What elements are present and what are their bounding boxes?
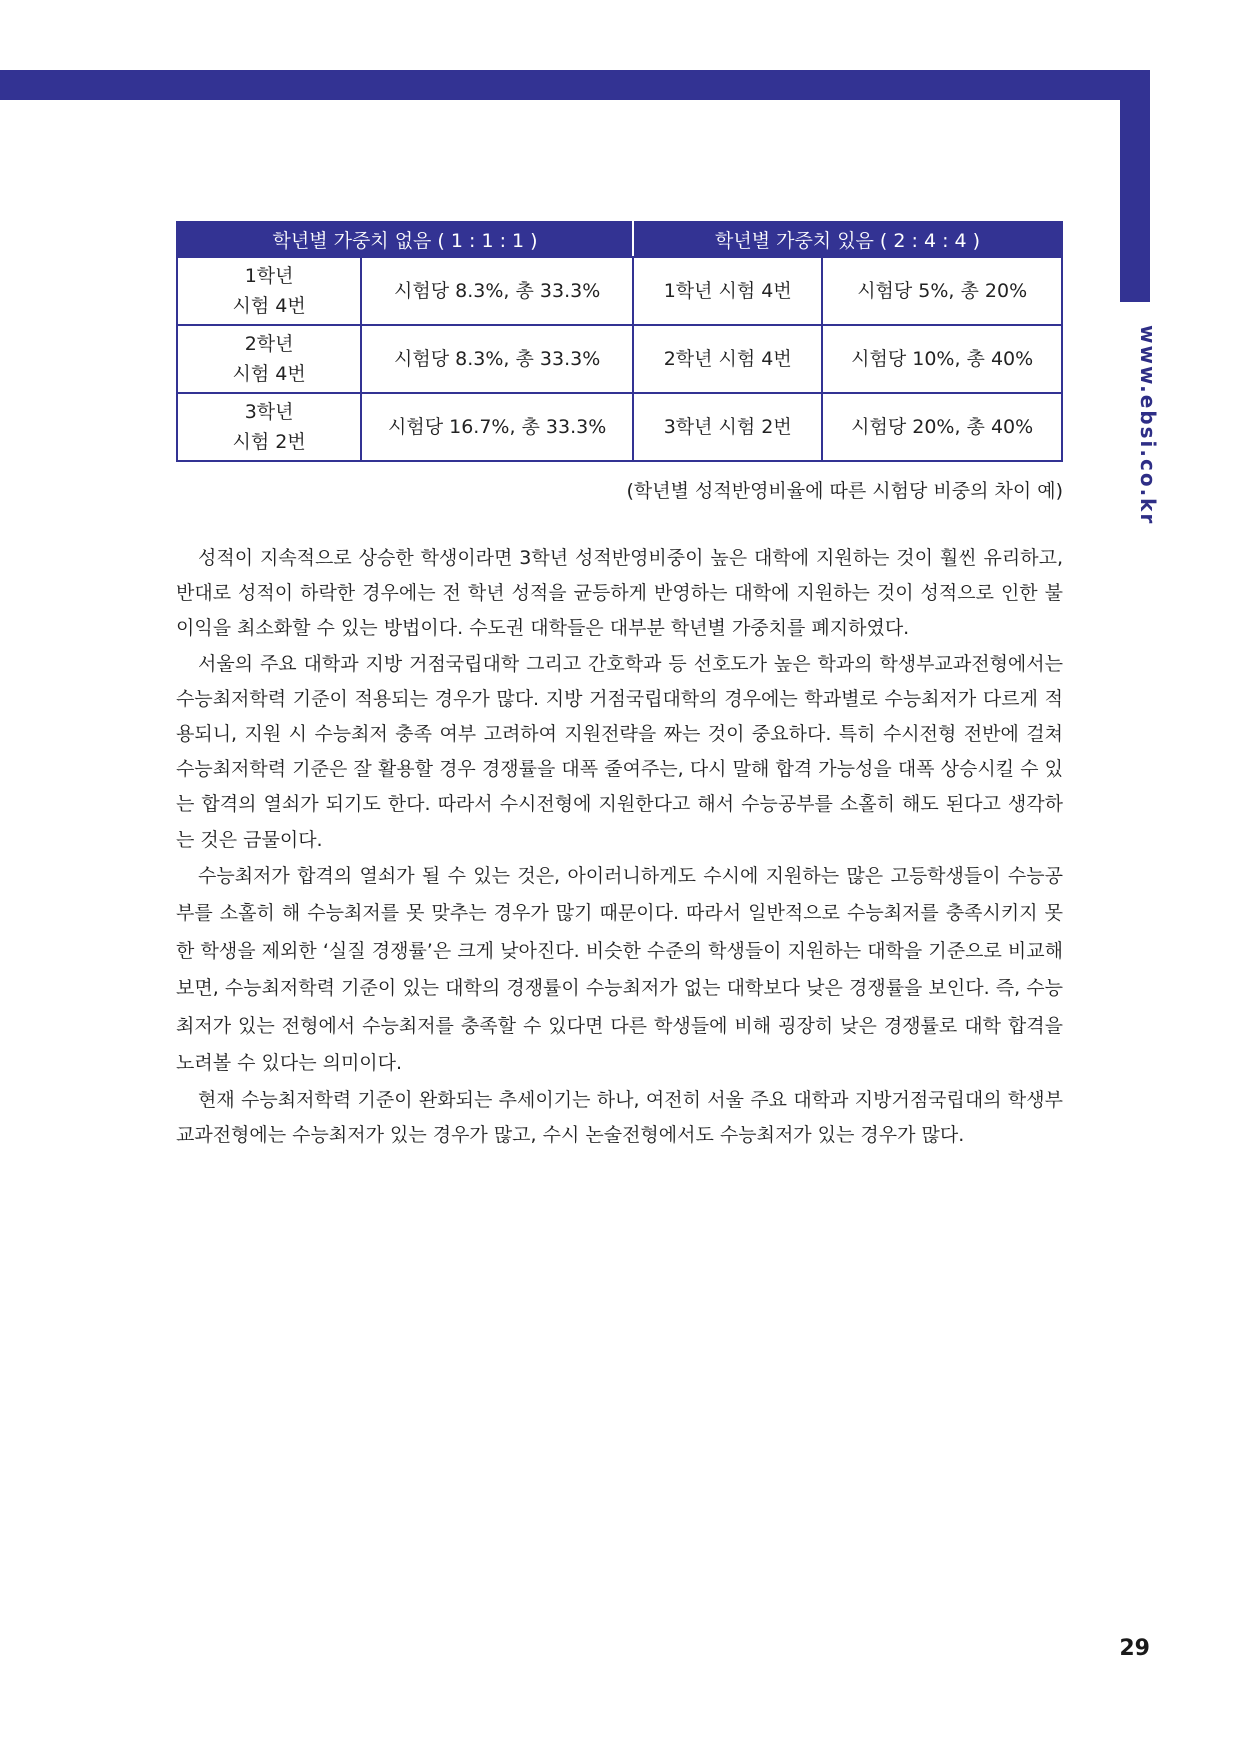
- body-text: [176, 541, 1063, 1153]
- paragraph: 현재 수능최저학력 기준이 완화되는 추세이기는 하나, 여전히 서울 주요 대학과 지방거점국립대의 학생부교과전형에는 수능최저가 있는 경우가 많고, 수시 논술전형에서도 수능최저가 있는 경우가 많다.: [176, 1088, 1063, 1147]
- table-cell-weight: 시험당 5%, 총 20%: [822, 257, 1062, 325]
- exam-count-label: 시험 4번: [232, 363, 306, 385]
- exam-count-label: 시험 2번: [232, 431, 306, 453]
- grade-label: 1학년: [244, 265, 294, 287]
- table-row: [177, 393, 1062, 461]
- paragraph: 성적이 지속적으로 상승한 학생이라면 3학년 성적반영비중이 높은 대학에 지원하는 것이 훨씬 유리하고, 반대로 성적이 하락한 경우에는 전 학년 성적을 균등하게 반영하는 대학에 지원하는 것이 성적으로 인한 불이익을 최소화할 수 있는 방법이다. 수도권 대학들은 대부분 학년별 가중치를 폐지하였다.: [176, 547, 1063, 640]
- exam-count-label: 시험 4번: [232, 295, 306, 317]
- weight-comparison-table: [176, 221, 1063, 462]
- table-cell-grade: [177, 257, 361, 325]
- table-cell-grade: [177, 325, 361, 393]
- paragraph: 서울의 주요 대학과 지방 거점국립대학 그리고 간호학과 등 선호도가 높은 학과의 학생부교과전형에서는 수능최저학력 기준이 적용되는 경우가 많다. 지방 거점국립대학의 경우에는 학과별로 수능최저가 다르게 적용되니, 지원 시 수능최저 충족 여부 고려하여 지원전략을 짜는 것이 중요하다. 특히 수시전형 전반에 걸쳐 수능최저학력 기준은 잘 활용할 경우 경쟁률을 대폭 줄여주는, 다시 말해 합격 가능성을 대폭 상승시킬 수 있는 합격의 열쇠가 되기도 한다. 따라서 수시전형에 지원한다고 해서 수능공부를 소홀히 해도 된다고 생각하는 것은 금물이다.: [176, 652, 1063, 851]
- side-band: [1120, 70, 1150, 302]
- table-row: [177, 257, 1062, 325]
- table-cell-weight: 시험당 16.7%, 총 33.3%: [361, 393, 633, 461]
- grade-label: 2학년: [244, 333, 294, 355]
- table-cell-grade-exams: 2학년 시험 4번: [633, 325, 822, 393]
- table-cell-weight: 시험당 20%, 총 40%: [822, 393, 1062, 461]
- table-caption: (학년별 성적반영비율에 따른 시험당 비중의 차이 예): [626, 480, 1063, 502]
- table-row: [177, 325, 1062, 393]
- site-url: www.ebsi.co.kr: [1136, 325, 1160, 526]
- grade-label: 3학년: [244, 401, 294, 423]
- table-cell-weight: 시험당 10%, 총 40%: [822, 325, 1062, 393]
- header-with-weight: 학년별 가중치 있음 ( 2 : 4 : 4 ): [633, 222, 1062, 257]
- table-cell-weight: 시험당 8.3%, 총 33.3%: [361, 325, 633, 393]
- table-cell-grade-exams: 1학년 시험 4번: [633, 257, 822, 325]
- table-cell-weight: 시험당 8.3%, 총 33.3%: [361, 257, 633, 325]
- table-header-row: [177, 222, 1062, 257]
- table-cell-grade-exams: 3학년 시험 2번: [633, 393, 822, 461]
- paragraph: 수능최저가 합격의 열쇠가 될 수 있는 것은, 아이러니하게도 수시에 지원하는 많은 고등학생들이 수능공부를 소홀히 해 수능최저를 못 맞추는 경우가 많기 때문이다. 따라서 일반적으로 수능최저를 충족시키지 못한 학생을 제외한 ‘실질 경쟁률’은 크게 낮아진다. 비슷한 수준의 학생들이 지원하는 대학을 기준으로 비교해보면, 수능최저학력 기준이 있는 대학의 경쟁률이 수능최저가 없는 대학보다 낮은 경쟁률을 보인다. 즉, 수능최저가 있는 전형에서 수능최저를 충족할 수 있다면 다른 학생들에 비해 굉장히 낮은 경쟁률로 대학 합격을 노려볼 수 있다는 의미이다.: [176, 864, 1063, 1075]
- table-cell-grade: [177, 393, 361, 461]
- page-number: 29: [1119, 1636, 1150, 1661]
- header-no-weight: 학년별 가중치 없음 ( 1 : 1 : 1 ): [177, 222, 633, 257]
- header-band: [0, 70, 1150, 100]
